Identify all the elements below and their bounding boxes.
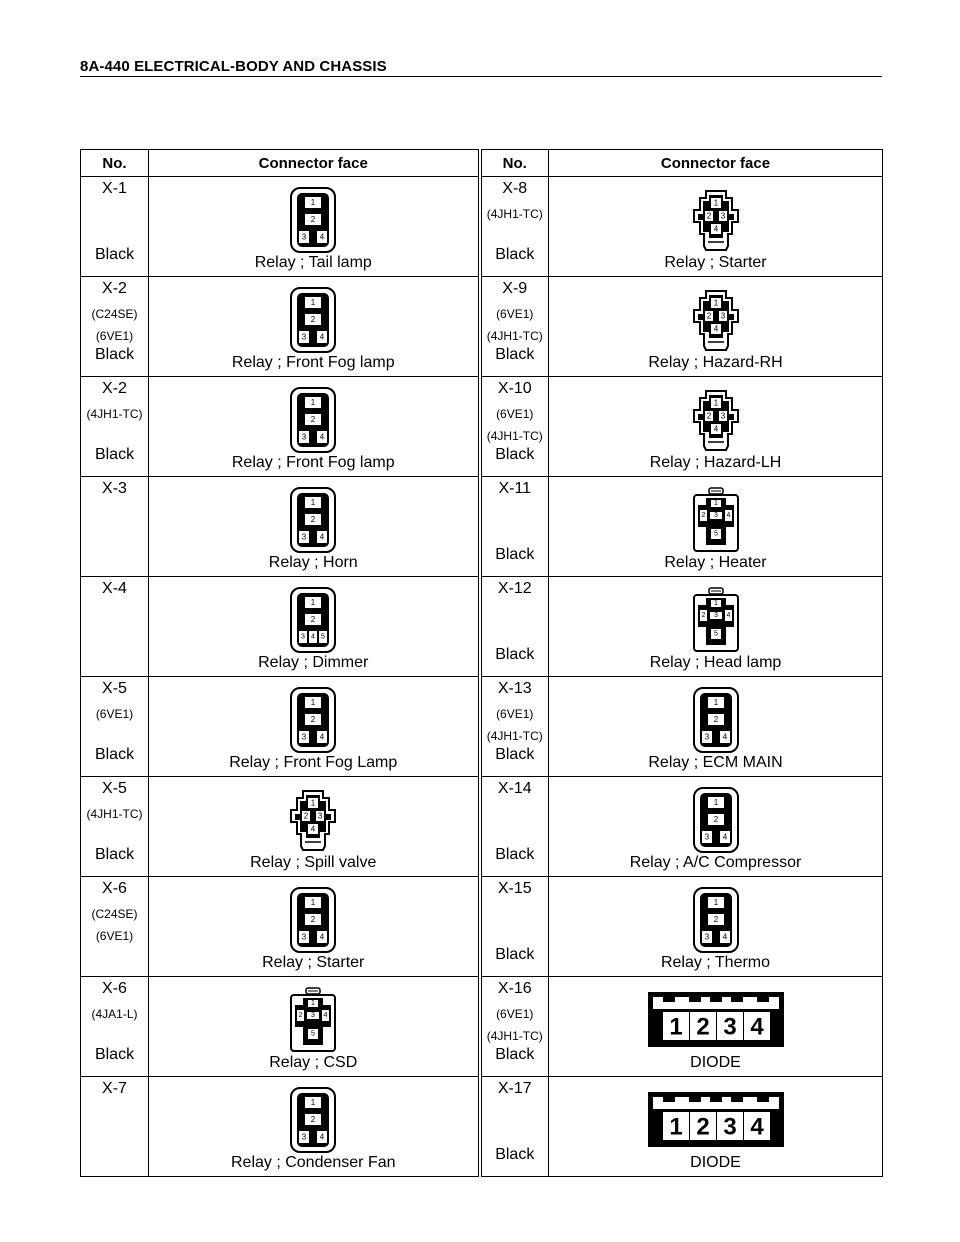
pin-number: 2 [713, 815, 718, 824]
pin-number: 3 [302, 932, 307, 942]
pin-number: 2 [311, 515, 316, 524]
connector-label: Relay ; Hazard-LH [649, 454, 782, 471]
connector-face-cell [149, 677, 480, 777]
connector-number-cell [81, 577, 149, 677]
connector-label: Relay ; Horn [268, 554, 358, 571]
connector-number-block [482, 477, 549, 576]
relay-4pin-icon [290, 287, 336, 353]
connector-color: Black [94, 346, 135, 363]
pin-number: 3 [311, 1012, 316, 1019]
connector-face-drawing [290, 1087, 336, 1153]
table-row [81, 877, 883, 977]
pin-number: 4 [713, 424, 718, 434]
pin-number: 2 [311, 615, 316, 624]
engine-variant: (6VE1) [496, 407, 534, 421]
relay-5pin-icon [289, 987, 337, 1053]
connector-number-cell [480, 277, 549, 377]
pin-number: 1 [713, 298, 718, 308]
pin-number: 2 [311, 915, 316, 924]
connector-face-block [549, 677, 882, 776]
pin-number: 2 [311, 415, 316, 424]
pin-number: 1 [311, 198, 316, 207]
pin-number: 2 [706, 211, 711, 221]
connector-color: Black [94, 446, 135, 463]
connector-label: Relay ; Dimmer [258, 654, 369, 671]
connector-number-cell [480, 177, 549, 277]
pin-number: 5 [713, 630, 718, 638]
pin-number: 3 [713, 512, 718, 519]
pin-number: 1 [668, 1113, 683, 1141]
connector-number: X-4 [102, 580, 127, 597]
connector-number: X-9 [502, 280, 528, 297]
connector-number: X-11 [498, 480, 532, 497]
header-rule [80, 76, 882, 77]
connector-face-block [149, 577, 478, 676]
connector-number: X-13 [497, 680, 532, 697]
connector-face-drawing [692, 387, 740, 453]
pin-number: 1 [713, 698, 718, 707]
connector-number: X-10 [497, 380, 532, 397]
connector-number: X-5 [102, 680, 127, 697]
connector-color: Black [495, 446, 535, 463]
pin-number: 3 [720, 211, 725, 221]
pin-number: 1 [311, 798, 316, 808]
relay-5pin-icon [692, 587, 740, 653]
table-row [81, 177, 883, 277]
column-header-connector-face: Connector face [549, 150, 883, 177]
page-header: 8A-440 ELECTRICAL-BODY AND CHASSIS [80, 58, 387, 75]
engine-variant: (4JA1-L) [91, 1007, 138, 1021]
engine-variant: (6VE1) [496, 307, 534, 321]
connector-face-cell [149, 1077, 480, 1177]
pin-number: 2 [304, 811, 309, 821]
connector-face-drawing [647, 987, 785, 1053]
connector-face-cell [149, 377, 480, 477]
connector-face-block [549, 377, 882, 476]
connector-face-cell [549, 877, 883, 977]
connector-face-block [549, 277, 882, 376]
connector-face-drawing [290, 887, 336, 953]
connector-face-drawing [290, 387, 336, 453]
connector-number: X-16 [497, 980, 532, 997]
connector-number: X-5 [102, 780, 127, 797]
pin-number: 3 [722, 1013, 737, 1041]
connector-face-drawing [647, 1087, 785, 1153]
connector-label: Relay ; Starter [664, 254, 767, 271]
connector-number-block [81, 277, 148, 376]
connector-face-block [149, 777, 478, 876]
connector-number-block [81, 777, 148, 876]
connector-face-drawing [289, 987, 337, 1053]
pin-number: 1 [311, 1098, 316, 1107]
connector-face-block [149, 477, 478, 576]
connector-label: DIODE [690, 1154, 741, 1171]
pin-number: 4 [722, 932, 727, 942]
relay-cross-4pin-icon [692, 288, 740, 352]
engine-variant: (C24SE) [91, 307, 138, 321]
pin-number: 1 [713, 398, 718, 408]
connector-number-cell [480, 477, 549, 577]
pin-number: 1 [713, 798, 718, 807]
connector-label: Relay ; Front Fog lamp [231, 354, 395, 371]
relay-4pin-icon [693, 687, 739, 753]
connector-number: X-6 [102, 980, 127, 997]
pin-number: 3 [302, 432, 307, 442]
connector-face-drawing [692, 287, 740, 353]
column-header-no: No. [480, 150, 549, 177]
connector-face-block [549, 577, 882, 676]
connector-label: Relay ; Head lamp [649, 654, 782, 671]
connector-color: Black [94, 246, 135, 263]
connector-face-drawing [290, 287, 336, 353]
pin-number: 3 [704, 932, 709, 942]
pin-number: 4 [713, 324, 718, 334]
relay-5pin-small-icon [290, 587, 336, 653]
connector-color: Black [495, 346, 535, 363]
connector-number-block [482, 377, 549, 476]
connector-number-cell [480, 677, 549, 777]
connector-number-block [482, 877, 549, 976]
pin-number: 1 [713, 198, 718, 208]
connector-number-block [482, 777, 549, 876]
connector-number-cell [81, 277, 149, 377]
pin-number: 4 [320, 432, 325, 442]
connector-number: X-1 [102, 180, 127, 197]
connector-color: Black [495, 246, 535, 263]
connector-face-cell [549, 477, 883, 577]
pin-number: 4 [320, 932, 325, 942]
pin-number: 2 [298, 1012, 303, 1019]
diode-connector-icon [647, 1091, 785, 1149]
pin-number: 3 [302, 1132, 307, 1142]
pin-number: 3 [302, 332, 307, 342]
engine-variant: (4JH1-TC) [486, 329, 543, 343]
engine-variant: (6VE1) [496, 1007, 534, 1021]
pin-number: 3 [720, 311, 725, 321]
pin-number: 1 [311, 298, 316, 307]
connector-face-cell [149, 477, 480, 577]
pin-number: 2 [695, 1013, 710, 1041]
connector-number-cell [81, 877, 149, 977]
relay-cross-4pin-icon [289, 788, 337, 852]
pin-number: 3 [302, 732, 307, 742]
pin-number: 3 [722, 1113, 737, 1141]
connector-face-cell [549, 377, 883, 477]
connector-face-block [549, 777, 882, 876]
relay-4pin-icon [693, 787, 739, 853]
connector-number-cell [81, 977, 149, 1077]
connector-label: DIODE [690, 1054, 741, 1071]
connector-number-block [81, 177, 148, 276]
engine-variant: (4JH1-TC) [86, 407, 143, 421]
pin-number: 2 [311, 215, 316, 224]
pin-number: 2 [311, 1115, 316, 1124]
relay-4pin-icon [290, 1087, 336, 1153]
pin-number: 2 [701, 612, 705, 619]
pin-number: 1 [311, 598, 316, 607]
connector-number-cell [480, 877, 549, 977]
pin-number: 1 [713, 500, 718, 507]
pin-number: 3 [302, 532, 307, 542]
connector-number: X-3 [102, 480, 127, 497]
connector-number: X-12 [497, 580, 532, 597]
engine-variant: (4JH1-TC) [86, 807, 143, 821]
pin-number: 4 [320, 1132, 325, 1142]
connector-number-block [81, 677, 148, 776]
connector-face-drawing [290, 687, 336, 753]
pin-number: 2 [706, 411, 711, 421]
connector-number: X-8 [502, 180, 528, 197]
table-body [81, 177, 883, 1177]
connector-number-cell [81, 777, 149, 877]
pin-number: 3 [704, 832, 709, 842]
connector-face-cell [149, 977, 480, 1077]
connector-face-drawing [692, 187, 740, 253]
pin-number: 3 [301, 633, 306, 641]
connector-number-block [81, 377, 148, 476]
engine-variant: (4JH1-TC) [486, 1029, 543, 1043]
relay-5pin-icon [692, 487, 740, 553]
pin-number: 1 [713, 898, 718, 907]
pin-number: 4 [320, 332, 325, 342]
connector-face-drawing [692, 587, 740, 653]
engine-variant: (4JH1-TC) [486, 729, 543, 743]
pin-number: 1 [311, 898, 316, 907]
connector-label: Relay ; Spill valve [250, 854, 377, 871]
connector-face-drawing [693, 687, 739, 753]
table-row [81, 677, 883, 777]
relay-4pin-icon [290, 887, 336, 953]
pin-number: 1 [713, 600, 718, 607]
connector-number-block [482, 1077, 549, 1176]
connector-number-block [81, 577, 148, 676]
connector-number-cell [480, 977, 549, 1077]
connector-face-block [149, 677, 478, 776]
connector-label: Relay ; Front Fog lamp [231, 454, 395, 471]
connector-face-cell [149, 277, 480, 377]
connector-face-block [549, 177, 882, 276]
connector-color: Black [495, 546, 535, 563]
connector-face-drawing [289, 787, 337, 853]
connector-number-cell [480, 777, 549, 877]
pin-number: 4 [722, 732, 727, 742]
connector-label: Relay ; Tail lamp [254, 254, 372, 271]
connector-label: Relay ; Thermo [660, 954, 771, 971]
pin-number: 2 [311, 315, 316, 324]
connector-face-drawing [692, 487, 740, 553]
connector-face-block [549, 477, 882, 576]
table-row [81, 377, 883, 477]
table-row [81, 977, 883, 1077]
pin-number: 4 [713, 224, 718, 234]
connector-face-cell [549, 577, 883, 677]
connector-color: Black [495, 1046, 535, 1063]
connector-number: X-17 [497, 1080, 532, 1097]
column-header-no: No. [81, 150, 149, 177]
pin-number: 2 [713, 915, 718, 924]
connector-face-block [149, 977, 478, 1076]
engine-variant: (6VE1) [95, 329, 134, 343]
connector-color: Black [94, 746, 135, 763]
connector-number: X-15 [497, 880, 532, 897]
connector-color: Black [495, 1146, 535, 1163]
engine-variant: (4JH1-TC) [486, 429, 543, 443]
connector-number-cell [81, 377, 149, 477]
pin-number: 2 [695, 1113, 710, 1141]
pin-number: 5 [321, 633, 326, 641]
pin-number: 5 [713, 530, 718, 538]
pin-number: 4 [726, 612, 730, 619]
connector-face-cell [149, 777, 480, 877]
connector-face-cell [549, 677, 883, 777]
connector-label: Relay ; A/C Compressor [629, 854, 802, 871]
pin-number: 1 [668, 1013, 683, 1041]
connector-label: Relay ; ECM MAIN [648, 754, 783, 771]
connector-face-cell [549, 777, 883, 877]
pin-number: 3 [302, 232, 307, 242]
pin-number: 4 [311, 633, 316, 641]
connector-label: Relay ; Condenser Fan [230, 1154, 396, 1171]
pin-number: 2 [311, 715, 316, 724]
table-row [81, 1077, 883, 1177]
connector-number-block [482, 277, 549, 376]
engine-variant: (6VE1) [496, 707, 534, 721]
connector-number-cell [480, 377, 549, 477]
connector-face-block [549, 1077, 882, 1176]
connector-face-cell [149, 577, 480, 677]
connector-color: Black [495, 646, 535, 663]
connector-face-drawing [290, 487, 336, 553]
connector-number-block [81, 977, 148, 1076]
connector-number-cell [81, 477, 149, 577]
engine-variant: (6VE1) [95, 929, 134, 943]
connector-number-block [482, 577, 549, 676]
engine-variant: (4JH1-TC) [486, 207, 543, 221]
connector-label: Relay ; Hazard-RH [648, 354, 783, 371]
connector-number-block [81, 877, 148, 976]
relay-4pin-icon [693, 887, 739, 953]
pin-number: 4 [722, 832, 727, 842]
connector-face-cell [549, 277, 883, 377]
connector-face-cell [149, 877, 480, 977]
connector-face-drawing [693, 887, 739, 953]
pin-number: 3 [704, 732, 709, 742]
connector-number-block [81, 1077, 148, 1176]
relay-4pin-icon [290, 687, 336, 753]
connector-face-block [149, 277, 478, 376]
engine-variant: (C24SE) [91, 907, 138, 921]
relay-4pin-icon [290, 387, 336, 453]
relay-cross-4pin-icon [692, 388, 740, 452]
connector-color: Black [94, 1046, 135, 1063]
table-header-row [81, 150, 883, 177]
column-header-connector-face: Connector face [149, 150, 480, 177]
connector-face-drawing [290, 187, 336, 253]
connector-number-block [81, 477, 148, 576]
pin-number: 1 [311, 1000, 316, 1007]
pin-number: 1 [311, 698, 316, 707]
pin-number: 1 [311, 398, 316, 407]
table-row [81, 777, 883, 877]
connector-face-block [549, 877, 882, 976]
connector-label: Relay ; Front Fog Lamp [229, 754, 398, 771]
pin-number: 5 [311, 1030, 316, 1038]
connector-number: X-6 [102, 880, 127, 897]
relay-4pin-icon [290, 187, 336, 253]
pin-number: 3 [720, 411, 725, 421]
connector-color: Black [495, 846, 535, 863]
connector-face-block [549, 977, 882, 1076]
connector-face-block [149, 177, 478, 276]
pin-number: 4 [320, 532, 325, 542]
connector-number: X-2 [102, 280, 127, 297]
pin-number: 4 [749, 1113, 764, 1141]
pin-number: 2 [706, 311, 711, 321]
connector-number: X-2 [102, 380, 127, 397]
pin-number: 3 [713, 612, 718, 619]
table-row [81, 477, 883, 577]
connector-color: Black [495, 746, 535, 763]
connector-label: Relay ; Heater [664, 554, 767, 571]
pin-number: 4 [323, 1012, 328, 1019]
pin-number: 4 [749, 1013, 764, 1041]
connector-face-cell [149, 177, 480, 277]
connector-number-block [482, 677, 549, 776]
pin-number: 2 [713, 715, 718, 724]
pin-number: 2 [701, 512, 705, 519]
relay-cross-4pin-icon [692, 188, 740, 252]
connector-color: Black [495, 946, 535, 963]
connector-color: Black [94, 846, 135, 863]
connector-face-cell [549, 1077, 883, 1177]
connector-number-cell [81, 177, 149, 277]
connector-number-cell [480, 577, 549, 677]
pin-number: 4 [311, 824, 316, 834]
relay-4pin-icon [290, 487, 336, 553]
pin-number: 4 [320, 232, 325, 242]
connector-face-cell [549, 977, 883, 1077]
table-row [81, 577, 883, 677]
connector-face-drawing [693, 787, 739, 853]
connector-face-block [149, 877, 478, 976]
connector-number: X-14 [497, 780, 532, 797]
connector-label: Relay ; Starter [262, 954, 365, 971]
diode-connector-icon [647, 991, 785, 1049]
pin-number: 4 [320, 732, 325, 742]
connector-face-cell [549, 177, 883, 277]
connector-number-cell [81, 677, 149, 777]
pin-number: 3 [318, 811, 323, 821]
connector-label: Relay ; CSD [269, 1054, 358, 1071]
connector-face-drawing [290, 587, 336, 653]
connector-number-cell [480, 1077, 549, 1177]
connector-table [80, 149, 883, 1177]
connector-face-block [149, 377, 478, 476]
connector-face-block [149, 1077, 478, 1176]
connector-number: X-7 [102, 1080, 127, 1097]
pin-number: 4 [726, 512, 730, 519]
pin-number: 1 [311, 498, 316, 507]
connector-number-block [482, 977, 549, 1076]
engine-variant: (6VE1) [95, 707, 134, 721]
connector-number-cell [81, 1077, 149, 1177]
connector-number-block [482, 177, 549, 276]
table-row [81, 277, 883, 377]
